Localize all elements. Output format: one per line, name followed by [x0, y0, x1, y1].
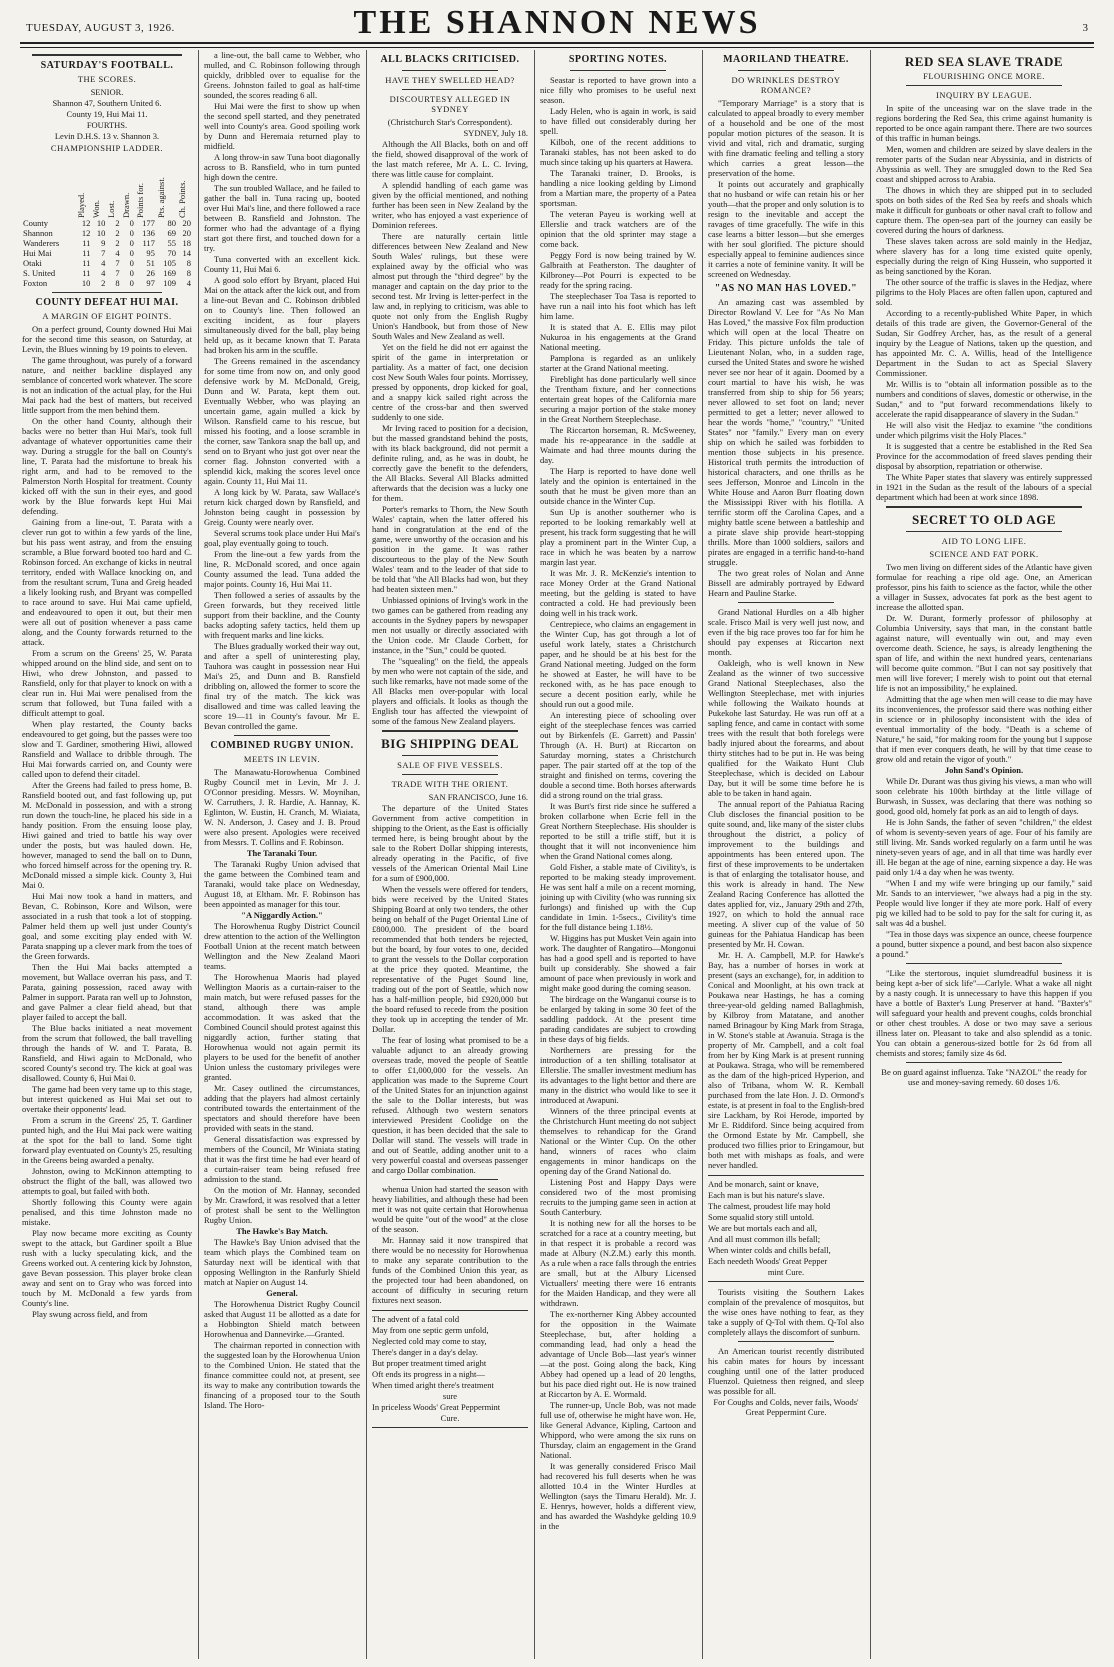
article-paragraph: The Blues gradually worked their way out, and after a spell of uninteresting play, Tauhora was caught in possession near Hui Mai's 25, and Dunn and B. Ransfield dribbling on, allowed the former to score the final try of the match. The kick was disallowed and time was called leaving the score 19—11 in County's favour. Mr E. Bevan controlled the game.	[204, 641, 360, 731]
dateline: SYDNEY, July 18.	[463, 128, 528, 138]
article-paragraph: A good solo effort by Bryant, placed Hui Mai on the attack after the kick out, and from a line-out Bevan and C. Robinson dribbled on to County's line. Then followed an exciting incident, as four players simultaneously dived for the ball, play being held up, as it became known that T. Parata had broken his arm in the scuffle.	[204, 275, 360, 355]
article-paragraph: Dr. W. Durant, formerly professor of philosophy at Columbia University, says that man, in the constant battle against nature, will eventually win out, and may even overcome death. Science, he says, is already lengthening the span of life, and within the next hundred years, centenarians will become quite common. "But I can not say positively that men will live forever; I merely wish to point out that eternal life is not an impossibility," he explained.	[876, 613, 1092, 693]
divider	[570, 70, 666, 71]
article-paragraph: The runner-up, Uncle Bob, was not made full use of, otherwise he might have won. He, like General Advance, Kipling, Cartoon and Whippord, who were among the six runs on Thursday, claim an engagement in the Grand National.	[540, 1400, 696, 1460]
ladder-row	[22, 278, 192, 288]
ladder-header: Played.	[76, 192, 87, 218]
section-heading: The Hawke's Bay Match.	[236, 1226, 328, 1236]
article-paragraph: Men, women and children are seized by slave dealers in the remoter parts of the Sudan near Abyssinia, and in districts of Abyssinia as well. They are smuggled down to the Red Sea coast and shipped across to Arabia.	[876, 144, 1092, 184]
article-paragraph: Then followed a series of assaults by the Green forwards, but they received little support from their backline, and the County backs adopting safety tactics, held them up with frequent marks and line kicks.	[204, 590, 360, 640]
ladder-team: Hui Mai	[23, 248, 52, 258]
article-paragraph: Lady Helen, who is again in work, is said to have filled out considerably during her spell.	[540, 106, 696, 136]
subhead-levin: MEETS IN LEVIN.	[243, 754, 321, 764]
section-heading: John Sand's Opinion.	[944, 765, 1024, 775]
ladder-cell: 4	[101, 258, 106, 268]
article-paragraph: Listening Post and Happy Days were considered two of the most promising recruits to the jumping game seen in action at South Canterbury.	[540, 1177, 696, 1217]
article-paragraph: Admitting that the age when men will cease to die may have its inconveniences, the professor said there was nothing either in science or in philosophy inconsistent with the idea of eventual immortality of the body. "Death is a scheme of Nature," he said, "for making room for the young but I suppose that if men ever conquers death, he will by that time cease to grow old and retain the vigor of youth."	[876, 694, 1092, 764]
article-paragraph: Several scrums took place under Hui Mai's goal, play eventually going to touch.	[204, 528, 360, 548]
ladder-cell: 169	[163, 268, 176, 278]
ladder-header-row	[22, 156, 192, 218]
article-paragraph: A long kick by W. Parata, saw Wallace's return kick charged down by Ransfield, and Johnston being caught in possession by Greig. County were nearly over.	[204, 487, 360, 527]
article-paragraph: whenua Union had started the season with heavy liabilities, and although these had been met it was not quite certain that Horowhenua would be quite "out of the wood" at the close of the season.	[372, 1184, 528, 1234]
divider	[402, 70, 498, 71]
article-paragraph: Mr. Casey outlined the circumstances, adding that the players had almost certainly contributed towards the entertainment of the spectators and should therefore have been provided with seats in the stand.	[204, 1083, 360, 1133]
baxters-ad-paragraph: "Like the stertorous, inquiet slumdreadful business it is being kept a-ber of sick life"—Carlyle. What a wake all night by a nasty cough. It is unnecessary to have this happen if you have a bottle of Baxter's Lung Preserver at hand. "Baxter's" will safeguard your health and prevent coughs, colds bronchial or other chest troubles. A dose or two may save a serious illness later on. Pleasant to take and also splendid as a tonic. You can obtain a generous-sized bottle for 2s 6d from all chemists and stores; family size 4s 6d.	[876, 968, 1092, 1058]
ladder-cell: 12	[81, 228, 91, 238]
ad-line: In priceless Woods' Great Peppermint	[372, 1402, 501, 1412]
ad-line: But proper treatment timed aright	[372, 1358, 487, 1368]
nazol-ad: Be on guard against influenza. Take "NAZOL" the ready for use and money-saving remedy. 60 doses 1/6.	[881, 1067, 1087, 1087]
peppermint-cure-ad	[372, 1310, 528, 1428]
article-paragraph: It was Burt's first ride since he suffered a broken collarbone when Ecrie fell in the Great Northern Steeplechase. His shoulder is reported to be still a trifle stiff, but it is thought that it will not inconvenience him when the Grand National comes along.	[540, 801, 696, 861]
article-paragraph: Yet on the field he did not err against the spirit of the game in interpretation or partiality. As a matter of fact, one decision cost New South Wales four points. Morrissey, pressed by opponents, drop kicked for goal, and a snappy kick sailed right across the centre of the cross-bar and then swerved suddenly to one side.	[372, 342, 528, 422]
ladder-cell: 11	[82, 258, 91, 268]
ladder-cell: 8	[186, 268, 191, 278]
scores-label: FOURTHS.	[86, 120, 128, 130]
column-divider	[870, 50, 871, 1659]
ladder-cell: 4	[101, 268, 106, 278]
article-paragraph: Although the All Blacks, both on and off the field, showed disapproval of the work of the last match referee, Mr A. L. C. Irving, there was little cause for complaint.	[372, 139, 528, 179]
article-paragraph: Shortly following this County were again penalised, and this time Johnston made no mistake.	[22, 1197, 192, 1227]
ladder-cell: 97	[146, 278, 155, 288]
ad-line: Oft ends its progress in a night—	[372, 1369, 485, 1379]
divider	[382, 730, 518, 732]
ladder-cell: 18	[182, 238, 191, 248]
article-paragraph: In spite of the unceasing war on the slave trade in the regions bordering the Red Sea, this crime against humanity is reported to be once again rampant there. There are two sources of this traffic in human beings.	[876, 103, 1092, 143]
article-paragraph: It was Mr. J. R. McKenzie's intention to race Money Order at the Grand National meeting, but the gelding is stated to have contracted a cold. He had previously been doing well in his track work.	[540, 568, 696, 618]
article-paragraph: The Taranaki Rugby Union advised that the game between the Combined team and Taranaki, would take place on Wednesday, August 18, at Eltham. Mr. F. Robinson has been appointed as manager for this tour.	[204, 859, 360, 909]
scores-label: SENIOR.	[90, 87, 124, 97]
article-paragraph: a line-out, the ball came to Webber, who mulled, and C. Robinson following through quickly, dribbled over to equalise for the Greens. Johnston failed to goal as half-time sounded, the scores reading 6 all.	[204, 50, 360, 100]
ladder-row	[22, 248, 192, 258]
ladder-team: Otaki	[23, 258, 42, 268]
article-paragraph: Winners of the three principal events at the Christchurch Hunt meeting do not subject themselves to rehandicap for the Grand National or the Winter Cup. On the other hand, winners of races who claim engagements in minor handicaps on the opening day of the Grand National do.	[540, 1106, 696, 1176]
subhead-ladder: CHAMPIONSHIP LADDER.	[50, 143, 164, 153]
ad-line: Cure.	[440, 1413, 460, 1423]
headline-county: COUNTY DEFEAT HUI MAI.	[35, 297, 179, 308]
article-paragraph: "When I and my wife were bringing up our family," said Mr. Sands to an interviewer, "we always had a pig in the sty. People would live longer if they ate more pork. Half of every pig we killed had to be sold to pay for the salt for curing it, as salt was 4d a bushel.	[876, 878, 1092, 928]
article-paragraph: The annual report of the Pahiatua Racing Club discloses the financial position to be quite sound, and, like many of the sister clubs throughout the district, a policy of improvement to the buildings and appointments has been entered upon. The first of these improvements to be undertaken is that of enlarging the totalisator house, and this work is already in hand. The New Zealand Racing Conference has allotted the dates applied for, viz., January 29th and 27th, 1927, on which to hold the annual race meeting. A sliver cup of the value of 50 guineas for the Pahiatua Handicap has been presented by Mr. H. Cowan.	[708, 799, 864, 949]
ad-line: mint Cure.	[767, 1267, 805, 1277]
masthead-rule	[20, 42, 1094, 48]
article-paragraph: It was generally considered Frisco Mail had recovered his full deserts when he was allotted 10.4 in the Winter Hurdles at Wellington (says the Timaru Herald). Mr. J. E. Henrys, however, holds a different view, and has awarded the Washdyke gelding 10.9 in the	[540, 1461, 696, 1531]
ladder-cell: 177	[142, 218, 155, 228]
article-paragraph: The Harp is reported to have done well lately and the opinion is entertained in the south that he must be given more than an outside chance in the Winter Cup.	[540, 466, 696, 506]
article-paragraph: Sun Up is another southerner who is reported to be looking remarkably well at present, his track form suggesting that he will play a prominent part in the Winter Cup, a race in which he was beaten by a narrow margin last year.	[540, 507, 696, 567]
article-paragraph: A splendid handling of each game was given by the official mentioned, and nothing further has been seen in New Zealand by the writer, who has enjoyed a vast experience of Dominion referees.	[372, 180, 528, 230]
article-paragraph: The departure of the United States Government from active competition in shipping to the Orient, as the East is officially termed here, is being brought about by the sale to the Robert Dollar shipping interests, already operating in the Pacific, of five vessels of the American Oriental Mail Line for a sum of £900,000.	[372, 803, 528, 883]
article-paragraph: The Manawatu-Horowhenua Combined Rugby Council met in Levin, Mr J. J. O'Connor presiding. Messrs. W. Moynihan, W. Carruthers, J. R. Hardie, A. Hannay, K. Eglinton, W. Eustin, H. Cranch, M. Wiaiata, W. N. Anderson, J. Casey and J. B. Proud were also present. Apologies were received from Messrs. T. Collins and F. Robinson.	[204, 767, 360, 847]
subhead: DISCOURTESY ALLEGED IN SYDNEY	[389, 94, 511, 114]
ad-line: The calmest, proudest life may hold	[708, 1201, 831, 1211]
ladder-cell: 0	[129, 228, 134, 238]
ladder-cell: 0	[129, 268, 134, 278]
article-paragraph: It is stated that A. E. Ellis may pilot Nukuroa in his engagements at the Grand National meeting.	[540, 322, 696, 352]
article-paragraph: It is nothing new for all the horses to be scratched for a race at a country meeting, but in that respect it is probable a record was made at Albury (N.Z.M.) early this month. As a rule when a race falls through the entries are small, but at the Albury Licensed Victuallers' meeting there were 16 entrants for the Maiden Handicap, and they were all withdrawn.	[540, 1218, 696, 1308]
score-line: County 19, Hui Mai 11.	[66, 109, 148, 119]
ladder-cell: 0	[129, 218, 134, 228]
score-line: Shannon 47, Southern United 6.	[52, 98, 162, 108]
headline-all-blacks: ALL BLACKS CRITICISED.	[380, 54, 520, 65]
article-paragraph: Pamplona is regarded as an unlikely starter at the Grand National meeting.	[540, 353, 696, 373]
column-6	[876, 50, 1092, 1659]
article-paragraph: Two men living on different sides of the Atlantic have given formulae for reaching a ripe old age. One, an American professor, pins his faith to science as the factor, while the other a villager in Sussex, advocates fat pork as the best agent to increase the allotted span.	[876, 562, 1092, 612]
ladder-team: Wanderers	[23, 238, 60, 248]
article-paragraph: Fireblight has done particularly well since the Trentham fixture, and her connections entertain great hopes of the California mare securing a major portion of the stake money in the Great Northern Steeplechase.	[540, 374, 696, 424]
subhead: TRADE WITH THE ORIENT.	[391, 779, 509, 789]
article-paragraph: These slaves taken across are sold mainly in the Hedjaz, where slavery has for a long time existed quite openly, especially during the reign of King Hussein, who supported it as being sanctioned by the Koran.	[876, 236, 1092, 276]
divider	[402, 89, 498, 90]
section-heading: General.	[266, 1288, 298, 1298]
article-paragraph: The Greens remained in the ascendancy for some time from now on, and only good defensive work by M. McDonald, Greig, Dunn and W. Parata, kept them out. Eventually Webber, who was playing an uncertain game, again mulled a kick by Wilson. Ransfield came to his rescue, but missed his footing, and a loose scramble in the corner, saw Tankora snap the ball up, and send on to Bryant who just got over near the corner flag. Johnston converted with a splendid kick, making the scores level once again. County 11, Hui Mai 11.	[204, 356, 360, 486]
issue-date: TUESDAY, AUGUST 3, 1926.	[26, 22, 175, 34]
ladder-cell: 20	[182, 228, 191, 238]
ladder-cell: 4	[186, 278, 191, 288]
ad-line: And all must common ills befall;	[708, 1234, 821, 1244]
article-paragraph: He will also visit the Hedjaz to examine "the conditions under which pilgrims visit the Holy Places."	[876, 420, 1092, 440]
article-paragraph: The birdcage on the Wanganui course is to be enlarged by taking in some 30 feet of the saddling paddock. At the present time parading candidates are subject to crowding in these days of big fields.	[540, 994, 696, 1044]
article-paragraph: The game had been very tame up to this stage, but interest quickened as Hui Mai set out to overtake their opponents' lead.	[22, 1084, 192, 1114]
article-paragraph: Gaining from a line-out, T. Parata with a clever run got to within a few yards of the line, but his pass went astray, and from the ensuing scramble, a Blue forward booted too hard and C. Robinson forced. An exchange of kicks in neutral territory, ended with Wallace knocking on, and from the resultant scrum, Tuna and Greig headed a likely looking rush, and Bryant was compelled to race around to save. Hui Mai came upfield, and endeavoured to open it out, but their men were all out of position whenever a pass came along, and the County forwards returned to the attack.	[22, 517, 192, 647]
ladder-row	[22, 228, 192, 238]
article-paragraph: On the motion of Mr. Hannay, seconded by Mr. Crawford, it was resolved that a letter of protest shall be sent to the Wellington Rugby Union.	[204, 1185, 360, 1225]
headline-theatre: MAORILAND THEATRE.	[723, 54, 849, 65]
ladder-cell: 0	[129, 258, 134, 268]
peppermint-cure-ad	[708, 1175, 864, 1282]
ladder-cell: 7	[101, 248, 106, 258]
newspaper-title: THE SHANNON NEWS	[353, 4, 761, 41]
column-5	[708, 50, 864, 1659]
article-paragraph: The steeplechaser Toa Tasa is reported to have run a nail into his foot which has left him lame.	[540, 291, 696, 321]
ladder-cell: 8	[186, 258, 191, 268]
article-paragraph: From a scrum in the Greens' 25, T. Gardiner punted high, and the Hui Mai pack were waiting at the spot for the ball to land. Some tight forward play eventuated on County's 25, resulting in the Greens being awarded a penalty.	[22, 1115, 192, 1165]
score-line: Levin D.H.S. 13 v. Shannon 3.	[54, 131, 160, 141]
ad-line: Each man is but his nature's slave.	[708, 1190, 825, 1200]
article-paragraph: The two great roles of Nolan and Anne Bissell are admirably portrayed by Edward Hearn and Pauline Starke.	[708, 568, 864, 598]
article-paragraph: Centrepiece, who claims an engagement in the Winter Cup, has got through a lot of useful work lately, states a Christchurch paper, and he should be at his best for the Grand National meeting. Judged on the form he showed at Easter, he will have to be reckoned with, as he has pace enough to secure a decent position early, while he should run out a good mile.	[540, 619, 696, 709]
ad-line: May from one septic germ unfold,	[372, 1325, 489, 1335]
article-paragraph: When play restarted, the County backs endeavoured to get going, but the passes were too slow and T. Gardiner, smothering Hiwi, allowed Ransfield and Wallace to dribble through. The Hui Mai forwards carried on, and County were called upon to defend their citadel.	[22, 719, 192, 779]
article-paragraph: Johnston, owing to McKinnon attempting to obstruct the flight of the ball, was allowed two attempts to goal, but failed with both.	[22, 1166, 192, 1196]
article-paragraph: The game throughout, was purely of a forward nature, and neither backline displayed any semblance of concerted work whatever. The score is not an indication of the actual play, for the Hui Mai pack had the best of matters, but received little support from the men behind them.	[22, 355, 192, 415]
ladder-cell: 80	[167, 218, 176, 228]
column-divider	[198, 50, 199, 1659]
article-paragraph: Hui Mai were the first to show up when the second spell started, and they penetrated well into County's area. Good spoiling work by Dunn and Heremaia returned play to midfield.	[204, 101, 360, 151]
ladder-team: Foxton	[23, 278, 48, 288]
byline: (Christchurch Star's Correspondent).	[387, 117, 513, 127]
article-paragraph: The other source of the traffic is slaves in the Hedjaz, where pilgrims to the Holy Places are often fallen upon, captured and sold.	[876, 277, 1092, 307]
article-paragraph: Seastar is reported to have grown into a nice filly who promises to be useful next season.	[540, 75, 696, 105]
article-paragraph: Tuna converted with an excellent kick. County 11, Hui Mai 6.	[204, 254, 360, 274]
article-paragraph: Porter's remarks to Thorn, the New South Wales' captain, when the latter offered his hand in congratulation at the end of the game, were unworthy of the occasion and his position in the game. It was rather discourteous to the play of the New South Wales' team and to the leader of that side to be told that "the All Blacks had won, but they had beaten sixteen men."	[372, 504, 528, 594]
article-paragraph: Mr. H. A. Campbell, M.P. for Hawke's Bay, has a number of horses in work at present (says an exchange), for, in addition to Conical and Moonlight, at his own track at Poukawa near Hastings, he has a coming three-year-old gelding named Ballaghmish, by Kilbroy from Matatane, and another named Brinagour by King Mark from Straga, in W. Stone's stable at Awanuia. Straga is the property of Mr. Campbell, and a colt foal from her by King Mark is at present running at Poukawa. Straga, who will be remembered as the dam of the high-priced Hyperion, and also of Tribana, whom W. R. Kemball purchased from the late Hon. J. D. Ormond's estate, is at present in foal to the English-bred sire Lackham, by Roi Herode, imported by Mr E. Riddiford. Since being acquired from the Ormond Estate by Mr. Campbell, she produced two fillies prior to Eringamour, but both met with mishaps as foals, and were never handled.	[708, 950, 864, 1170]
championship-ladder-table	[22, 156, 192, 288]
divider	[906, 85, 1062, 86]
ladder-cell: 10	[96, 218, 106, 228]
ladder-team: S. United	[23, 268, 56, 278]
ladder-cell: 7	[115, 258, 120, 268]
ladder-row	[22, 268, 192, 278]
ladder-cell: 2	[115, 238, 120, 248]
article-paragraph: It points out accurately and graphically that no husband or wife can retain his or her youth—that the proper and only solution is to resign to the inevitable and accept the ravages of time gracefully. The wife in this case learns a bitter lesson—but she emerges with her soul glorified. The picture should especially appeal to feminine audiences since it carries a note of feminine vanity. It will be screened on Wednesday.	[708, 179, 864, 279]
divider	[738, 602, 834, 603]
article-paragraph: Oakleigh, who is well known in New Zealand as the winner of two successive Grand National Steeplechases, also the Wellington Steeplechase, met with injuries while following the Waikato hounds at Pukekohe last Saturday. He was run off at a sapling fence, and came in contact with some trees with the result that both forelegs were badly injured about the forearms, and about thirty stitches had to be put in. He was being qualified for the Waikato Hunt Club Steeplechase, which is decided on Labour Day, but it will be some time before he is able to be taken in hand again.	[708, 658, 864, 798]
ladder-cell: 9	[101, 238, 106, 248]
article-paragraph: The dhows in which they are shipped put in to secluded spots on both sides of the Red Sea by reefs and shoals which make it difficult for gunboats or other naval craft to follow and capture them. The open-sea part of the journey can easily be covered during the hours of darkness.	[876, 185, 1092, 235]
article-paragraph: According to a recently-published White Paper, in which details of this trade are given, the Governor-General of the Sudan, Sir Godfrey Archer, has, as the result of a general inquiry by the League of Nations, taken up the question, and has appointed Mr. C. A. Willis, head of the Intelligence Department in the Sudan to act as Special Slavery Commissioner.	[876, 308, 1092, 378]
ladder-row	[22, 238, 192, 248]
ladder-cell: 69	[167, 228, 176, 238]
divider	[906, 531, 1062, 532]
divider	[402, 774, 498, 775]
ad-line: There's danger in a day's delay.	[372, 1347, 478, 1357]
ladder-cell: 11	[82, 238, 91, 248]
article-paragraph: Peggy Ford is now being trained by W. Galbraith at Featherston. The daughter of Kilbroney—Pot Pourri is expected to be ready for the spring racing.	[540, 250, 696, 290]
article-paragraph: The Riccarton horseman, R. McSweeney, made his re-appearance in the saddle at Waimate and had three mounts during the day.	[540, 425, 696, 465]
ladder-cell: 0	[129, 248, 134, 258]
column-divider	[702, 50, 703, 1659]
article-paragraph: The Horowhenua Maoris had played Wellington Maoris as a curtain-raiser to the main match, but were refused passes for the stand, although there was ample accommodation. It was asked that the Combined Council should protest against this niggardly action, further stating that Horowhenua would not again permit its players to be used for the benefit of another Union unless the customary privileges were granted.	[204, 972, 360, 1082]
article-paragraph: The Hawke's Bay Union advised that the team which plays the Combined team on Saturday next will be identical with that opposing Wellington in the Ranfurly Shield match at Napier on August 14.	[204, 1237, 360, 1287]
divider	[402, 1179, 498, 1180]
article-paragraph: An amazing cast was assembled by Director Rowland V. Lee for "As No Man Has Loved," the massive Fox film production which will open at the local Theatre on Friday. This picture unfolds the tale of Lieutenant Nolan, who, in a sudden rage, cursed the United States and swore he wished never see nor hear of it again. Doomed by a court martial to have his wish, he was transferred from ship to ship for 56 years; never allowed to set foot on land; never permitted to get a letter; never allowed to hear the words "home," "country," "United States" nor "family." Every man on every ship on which he sailed was forbidden to mention those subjects in his presence. Historical truth permits the introduction of historical characters, and one thrills as he sees Jefferson, Monroe and Lincoln in the White House and Aaron Burr floating down the Mississippi River with his flotilla. A terrific storm off the Carolina Capes, and a mighty battle scene between a battleship and a pirate slave ship provide heart-stopping thrills. More than 1000 soldiers, sailors and pirates are engaged in a terrific hand-to-hand struggle.	[708, 297, 864, 567]
article-paragraph: Play swung across field, and from	[32, 1309, 148, 1319]
subhead-scores: THE SCORES.	[77, 74, 137, 84]
ad-line: We are but mortals each and all,	[708, 1223, 818, 1233]
ladder-cell: 10	[96, 228, 106, 238]
article-paragraph: While Dr. Durant was thus giving his views, a man who will soon celebrate his 100th birthday at the little village of Burwash, in Sussex, was declaring that there was nothing so good, good old, homely fat pork as an aid to length of days.	[876, 776, 1092, 816]
subhead: DO WRINKLES DESTROY ROMANCE?	[731, 75, 841, 95]
article-paragraph: Kilboh, one of the recent additions to Taranaki stables, has not been asked to do much since taking up his quarters at Hawera.	[540, 137, 696, 167]
subhead: SALE OF FIVE VESSELS.	[397, 760, 503, 770]
ad-line: For Coughs and Colds, never fails, Woods' Great Peppermint Cure.	[713, 1397, 859, 1417]
ad-line: Neglected cold may come to stay,	[372, 1336, 487, 1346]
article-paragraph: Tourists visiting the Southern Lakes complain of the prevalence of mosquitos, but the wise ones have nothing to fear, as they take a supply of Q-Tol with them. Q-Tol also completely allays the discomfort of sunburn.	[708, 1287, 864, 1337]
column-2	[204, 50, 360, 1659]
article-paragraph: From a scrum on the Greens' 25, W. Parata whipped around on the blind side, and sent on to Hiwi, who drew Johnston, and passed to Ransfield, only for that player to knock on with a clear run in. Hui Mai were penalised from the scrum that followed, but Tuna failed with a difficult attempt to goal.	[22, 648, 192, 718]
article-paragraph: An interesting piece of schooling over eight of the steeplechase fences was carried out by Birkenfels (E. Garrett) and Passin' Through (A. H. Burt) at Riccarton on Saturday morning, states a Christchurch paper. The pair started off at the top of the straight and finished on terms, covering the double a second time. Both horses afterwards did a strong round on the trial grass.	[540, 710, 696, 800]
article-paragraph: The Horowhenua Rugby District Council drew attention to the action of the Wellington Football Union at the recent match between Wellington and the New Zealand Maori teams.	[204, 921, 360, 971]
article-paragraph: On the other hand County, although their backs were no better than Hui Mai's, took full advantage of whatever opportunities came their way. During a struggle for the ball on County's line, T. Parata had the misfortune to break his right arm, and had to be removed to the Palmerston North Hospital for treatment. County kicked off with the sun in their eyes, and good work by the Blue forwards kept Hui Mai defending.	[22, 416, 192, 516]
ladder-header: Drawn.	[120, 192, 131, 218]
ladder-cell: 7	[115, 268, 120, 278]
divider	[906, 1062, 1062, 1063]
article-paragraph: W. Higgins has put Musket Vein again into work. The daughter of Rangatiro—Mongonui has had a good spell and is reported to have built up considerably. She showed a fair amount of pace when previously in work and might make good during the coming season.	[540, 933, 696, 993]
article-paragraph: Unbiassed opinions of Irving's work in the two games can be gathered from reading any accounts in the Sydney papers by newspaper men not usually or directly associated with the Union code. Mr Claude Corbett, for instance, in the "Sun," could be quoted.	[372, 595, 528, 655]
ladder-row	[22, 258, 192, 268]
article-paragraph: A long throw-in saw Tuna boot diagonally across to B. Ransfield, who in turn punted high down the centre.	[204, 152, 360, 182]
divider	[32, 54, 182, 56]
ad-line: Some squalid story still untold.	[708, 1212, 815, 1222]
column-divider	[366, 50, 367, 1659]
ad-line: The advent of a fatal cold	[372, 1314, 460, 1324]
article-paragraph: He is John Sands, the father of seven "children," the eldest of whom is seventy-seven years of age. Four of his family are still living. Mr. Sands worked regularly on a farm until he was ninety-seven years of age, and in all that time was hardly ever ill. He began at the age of nine, earning sixpence a day. He was paid only 1/4 a day when he was twenty.	[876, 817, 1092, 877]
article-paragraph: Then the Hui Mai backs attempted a movement, but Wallace overran his pass, and T. Parata, gaining possession, raced away with Palmer in support. Parata ran well up to Johnston, and gave Palmer a clear field ahead, but that player failed to accept the ball.	[22, 962, 192, 1022]
ad-line: sure	[442, 1391, 458, 1401]
ladder-cell: 0	[129, 278, 134, 288]
article-paragraph: The sun troubled Wallace, and he failed to gather the ball in. Tuna racing up, booted over Hui Mai's line, and there followed a race between B. Ransfield and Johnston. The former who had the advantage of a flying start got there first, and touched down for a try.	[204, 183, 360, 253]
article-paragraph: The chairman reported in connection with the suggested loan by the Horowhenua Union to the Combined Union. He stated that the finance committee could not, at present, see its way to make any contribution towards the financing of a proposed tour to the South Island. The Horo-	[204, 1340, 360, 1410]
ladder-cell: 2	[115, 228, 120, 238]
ladder-cell: 11	[82, 268, 91, 278]
dateline: SAN FRANCISCO, June 16.	[428, 792, 528, 802]
article-paragraph: The Taranaki trainer, D. Brooks, is handling a nice looking gelding by Limond from a Martian mare, the property of a Patea sportsman.	[540, 168, 696, 208]
article-paragraph: Play now became more exciting as County swept to the attack, but Gardiner spoilt a Blue rush with a lucky speculating kick, and the Greens worked out. A centering kick by Johnston, gave Bevan possession. This player broke clean away and sent on to Gray who was forced into touch by M. McDonald a few yards from County's line.	[22, 1228, 192, 1308]
column-4	[540, 50, 696, 1659]
divider	[402, 755, 498, 756]
article-paragraph: When the vessels were offered for tenders, bids were received by the United States Shipping Board at only two tenders, the other being on behalf of the Puget Oriental Line of £800,000. The president of the board recommended that both tenders be rejected, but the board, by four votes to one, decided to grant the vessels to the Dollar corporation at the price they quoted. Meantime, the representative of the Puget Sound line, trading out of the port of Seattle, which now has a half-million people, bid £920,000 but the board refused to recede from the position they took up in accepting the tender of Mr. Dollar.	[372, 884, 528, 1034]
ladder-header: Pts. against.	[155, 177, 166, 218]
ladder-cell: 11	[82, 248, 91, 258]
ladder-header: Won.	[91, 200, 102, 218]
ladder-cell: 10	[81, 278, 91, 288]
ladder-cell: 105	[163, 258, 176, 268]
headline-old-age: SECRET TO OLD AGE	[912, 512, 1056, 527]
ladder-cell: 2	[101, 278, 106, 288]
ladder-cell: 117	[142, 238, 155, 248]
article-paragraph: The Blue backs initiated a neat movement from the scrum that followed, the ball travelling through the hands of W. and T. Parata, B. Ransfield, and Hiwi again to McDonald, who scored County's second try. The kick at goal was disallowed. County 6, Hui Mai 0.	[22, 1023, 192, 1083]
article-paragraph: Mr. Willis is to "obtain all information possible as to the numbers and conditions of slaves, domestic or otherwise, in the Sudan," and to "put forward recommendations likely to accelerate the rapid disappearance of slavery in the Sudan."	[876, 379, 1092, 419]
article-paragraph: The White Paper states that slavery was entirely suppressed in 1921 in the Sudan as the result of the labours of a special department which had been at work since 1898.	[876, 472, 1092, 502]
ladder-cell: 8	[115, 278, 120, 288]
article-paragraph: General dissatisfaction was expressed by members of the Council, Mr Winiata stating that it was the first time he had ever heard of a curtain-raiser team being refused free admission to the stand.	[204, 1134, 360, 1184]
article-paragraph: From the line-out a few yards from the line, R. McDonald scored, and once again County assumed the lead. Tuna added the major points. County 16, Hui Mai 11.	[204, 549, 360, 589]
ladder-cell: 26	[146, 268, 155, 278]
page-number: 3	[1082, 22, 1088, 34]
divider	[906, 963, 1062, 964]
ladder-cell: 20	[182, 218, 191, 228]
section-heading: The Taranaki Tour.	[246, 848, 318, 858]
divider	[738, 70, 834, 71]
article-paragraph: Grand National Hurdles on a 4lb higher scale. Frisco Mail is very well just now, and even if the big race proves too far for him he should pay expenses at Riccarton next month.	[708, 607, 864, 657]
divider	[738, 1341, 834, 1342]
subhead: AID TO LONG LIFE.	[941, 536, 1027, 546]
article-paragraph: Northerners are pressing for the introduction of a ten shilling totalisator at Ellerslie. The smaller investment medium has its advantages to the light bettor and there are many in the district who would like to see it introduced at Awapuni.	[540, 1045, 696, 1105]
article-paragraph: The Horowhenua District Rugby Council asked that August 11 be allotted as a date for a Hobbington Shield match between Horowhenua and Dannevirke.—Granted.	[204, 1299, 360, 1339]
article-paragraph: Hui Mai now took a hand in matters, and Bevan, C. Robinson, Kore and Wilson, were associated in a rush that took a lot of stopping. Palmer held them up well just under County's goal, and some exciting play ended with W. Parata snapping up a clever mark from the toes of the Green forwards.	[22, 891, 192, 961]
ladder-cell: 55	[167, 238, 176, 248]
divider	[234, 735, 330, 736]
headline-slave-trade: RED SEA SLAVE TRADE	[904, 54, 1064, 69]
subhead-margin: A MARGIN OF EIGHT POINTS.	[42, 311, 172, 321]
column-divider	[534, 50, 535, 1659]
subhead: HAVE THEY SWELLED HEAD?	[385, 75, 515, 85]
ladder-cell: 136	[142, 228, 155, 238]
divider	[886, 506, 1082, 508]
headline-sporting-notes: SPORTING NOTES.	[568, 54, 668, 65]
subhead: INQUIRY BY LEAGUE.	[936, 90, 1032, 100]
ladder-header: Points for.	[134, 183, 145, 218]
headline-no-man: "AS NO MAN HAS LOVED."	[714, 283, 858, 294]
column-3	[372, 50, 528, 1659]
ad-line: When timed aright there's treatment	[372, 1380, 494, 1390]
article-paragraph: On a perfect ground, County downed Hui Mai for the second time this season, on Saturday, at Levin, the Blues winning by 19 points to eleven.	[22, 324, 192, 354]
masthead	[0, 0, 1114, 44]
divider	[52, 292, 162, 293]
subhead: SCIENCE AND FAT PORK.	[929, 549, 1039, 559]
ladder-header: Ch. Points.	[176, 180, 187, 218]
article-paragraph: The fear of losing what promised to be a valuable adjunct to an already growing overseas trade, moved the people of Seattle to offer £1,000,000 for the vessels. An application was made to the Supreme Court of the United States for an injunction against the sale to the Dollar interests, but was refused. Although two western senators interviewed President Coolidge on the question, it has been decided that the sale to Dollar will stand. The vessels will trade in and out of Seattle, adding another unit to a very powerful coastal and overseas passenger and cargo Dollar combination.	[372, 1035, 528, 1175]
article-paragraph: The ex-northerner King Abbey accounted for the opposition in the Waimate Steeplechase, but, after holding a commanding lead, had only a head the advantage of Uncle Bob—last year's winner—at the post. Going along the back, King Abbey had opened up a lead of 20 lengths, but his pace died right out. He is now trained at Riccarton by A. E. Wormald.	[540, 1309, 696, 1399]
ladder-cell: 109	[163, 278, 176, 288]
ad-line: And be monarch, saint or knave,	[708, 1179, 819, 1189]
headline-football: SATURDAY'S FOOTBALL.	[40, 60, 174, 71]
ladder-team: County	[23, 218, 49, 228]
article-paragraph: "Tea in those days was sixpence an ounce, cheese fourpence a pound, butter sixpence a pound, and best bacon also sixpence a pound."	[876, 929, 1092, 959]
article-paragraph: An American tourist recently distributed his cabin mates for hours by incessant coughing until one of the latter produced Fluenzol. Quietness then reigned, and sleep was possible for all.	[708, 1346, 864, 1396]
article-paragraph: After the Greens had failed to press home, B. Ransfield booted out, and fast following up, put M. McDonald in possession, and with a strong run down the touch-line, he placed his side in a handy position. From the ensuing loose play, Hiwi gained and tried to battle his way over under the posts, but was hauled down. He, however, managed to send the ball on to Dunn, who forced himself across for the opening try. R. McDonald missed a simple kick. County 3, Hui Mai 0.	[22, 780, 192, 890]
headline-shipping: BIG SHIPPING DEAL	[381, 736, 519, 751]
ladder-cell: 2	[115, 218, 120, 228]
ladder-cell: 95	[146, 248, 155, 258]
article-paragraph: It is suggested that a centre be established in the Red Sea Province for the accommodation of freed slaves pending their disposal by absorption, repatriation or otherwise.	[876, 441, 1092, 471]
ad-line: When winter colds and chills befall,	[708, 1245, 831, 1255]
ad-line: Each needeth Woods' Great Pepper	[708, 1256, 828, 1266]
ladder-header: Lost.	[106, 200, 117, 218]
article-paragraph: Mr Irving raced to position for a decision, but the massed grandstand behind the posts, with its black background, did not permit a definite ruling, and, as he was in doubt, he correctly gave the benefit to the defenders, the All Blacks. Several All Blacks admitted afterwards that the decision was a lucky one for them.	[372, 423, 528, 503]
article-paragraph: There are naturally certain little differences between New Zealand and New South Wales' rulings, but these were explained away by the official who was almost put through the "third degree" by the manager and captain on the day prior to the second test. Mr Irving is letter-perfect in the law and, in replying to criticism, was able to quote not only from the English Rugby Union's Handbook, but from those of New South Wales and New Zealand as well.	[372, 231, 528, 341]
ladder-cell: 51	[146, 258, 155, 268]
ladder-cell: 4	[115, 248, 120, 258]
ladder-cell: 70	[167, 248, 176, 258]
ladder-cell: 12	[81, 218, 91, 228]
subhead: FLOURISHING ONCE MORE.	[923, 71, 1045, 81]
article-paragraph: The "squealing" on the field, the appeals by men who were not captain of the side, and such like remarks, have not made some of the All Blacks men over-popular with local players and officials. It looks as though the English tour has affected the viewpoint of some of the famous New Zealand players.	[372, 656, 528, 726]
article-paragraph: The veteran Payeu is working well at Ellerslie and track watchers are of the opinion that the old sprinter may stage a come back.	[540, 209, 696, 249]
article-paragraph: "Temporary Marriage" is a story that is calculated to appeal broadly to every member of a household and be one of the most popular motion pictures of the season. It is vivid and vital, rich and dramatic, surging with fine dramatic feeling and telling a story which carries a great lesson—the preservation of the home.	[708, 98, 864, 178]
ladder-team: Shannon	[23, 228, 53, 238]
section-heading: "A Niggardly Action."	[241, 910, 323, 920]
headline-combined-union: COMBINED RUGBY UNION.	[210, 740, 354, 751]
article-paragraph: Gold Fisher, a stable mate of Civility's, is reported to be making steady improvement. He was sent half a mile on a recent morning, joining up with Civility (who was running six furlongs) and finished up with the Cup candidate in 1min. 1-5secs., Civility's time for the full distance being 1.18½.	[540, 862, 696, 932]
ladder-cell: 0	[129, 238, 134, 248]
article-paragraph: Mr. Hannay said it now transpired that there would be no necessity for Horowhenua to make any separate contribution to the funds of the Combined Union this year, as the projected tour had been abandoned, on account of difficulty in securing return fixtures next season.	[372, 1235, 528, 1305]
ladder-row	[22, 218, 192, 228]
ladder-cell: 14	[182, 248, 191, 258]
column-1	[22, 50, 192, 1659]
